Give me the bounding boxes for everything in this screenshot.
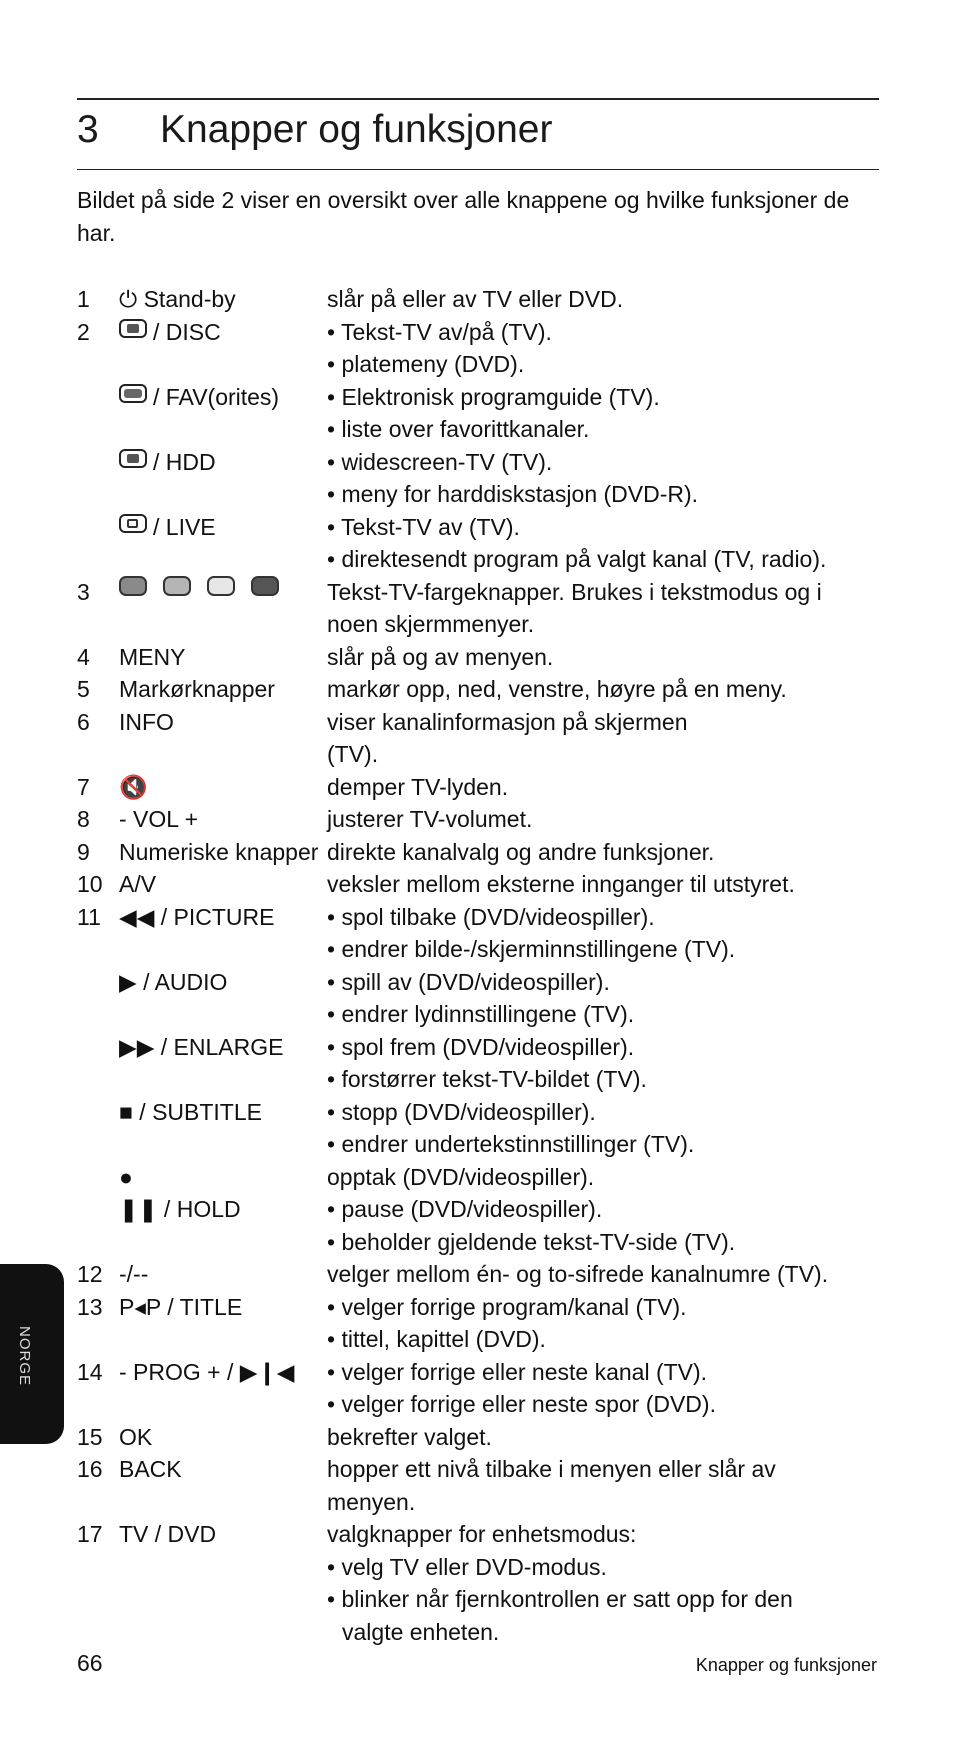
function-description: • endrer lydinnstillingene (TV). (327, 1001, 635, 1027)
function-description: • liste over favorittkanaler. (327, 416, 590, 442)
list-item (77, 478, 877, 511)
button-label: ⏻ Stand-by (119, 286, 236, 312)
function-description: velger mellom én- og to-sifrede kanalnumre (TV). (327, 1261, 829, 1287)
function-description: • endrer undertekstinnstillinger (TV). (327, 1131, 695, 1157)
language-side-tab (0, 1264, 64, 1444)
item-number: 4 (77, 643, 90, 670)
item-number: 8 (77, 806, 90, 832)
top-rule (77, 98, 879, 100)
language-label: NORGE (16, 1326, 33, 1387)
list-item (77, 1583, 877, 1616)
button-name (119, 1096, 262, 1129)
function-description: • platemeny (DVD). (327, 351, 525, 377)
list-item (77, 543, 877, 576)
list-item (77, 446, 877, 479)
list-item (77, 1551, 877, 1584)
list-item (77, 283, 877, 316)
item-number: 1 (77, 286, 90, 312)
list-item (77, 998, 877, 1031)
item-number: 17 (77, 1521, 103, 1547)
function-description: • meny for harddiskstasjon (DVD-R). (327, 481, 699, 507)
button-label: -/-- (119, 1261, 149, 1287)
list-item (77, 803, 877, 836)
button-label: / FAV(orites) (153, 383, 280, 410)
button-label: ● (119, 1163, 133, 1190)
list-item (77, 576, 877, 609)
function-description: • blinker når fjernkontrollen er satt opp for den (327, 1586, 793, 1612)
section-heading (77, 108, 552, 152)
list-item (77, 771, 877, 804)
button-name (119, 1356, 294, 1389)
function-description: • Tekst-TV av/på (TV). (327, 318, 552, 345)
list-item (77, 1486, 877, 1519)
function-description: opptak (DVD/videospiller). (327, 1163, 595, 1190)
button-name (119, 316, 221, 349)
item-number: 10 (77, 871, 103, 897)
button-label: - VOL + (119, 806, 199, 832)
button-label: / HDD (153, 448, 216, 475)
function-description: • spol frem (DVD/videospiller). (327, 1033, 635, 1060)
function-description: justerer TV-volumet. (327, 806, 533, 832)
color-button-icon (251, 576, 279, 596)
item-number: 15 (77, 1423, 103, 1450)
button-name (119, 1291, 242, 1324)
function-description: demper TV-lyden. (327, 773, 509, 800)
color-button-icon (207, 576, 235, 596)
function-description: • velger forrige program/kanal (TV). (327, 1293, 687, 1320)
function-description: • endrer bilde-/skjerminnstillingene (TV). (327, 936, 736, 962)
list-item (77, 1226, 877, 1259)
button-label: Markørknapper (119, 676, 275, 702)
list-item (77, 316, 877, 349)
widescreen-icon (119, 449, 147, 468)
button-label: A/V (119, 871, 157, 897)
item-number: 3 (77, 578, 90, 605)
item-number: 14 (77, 1358, 103, 1385)
button-name (119, 1258, 148, 1291)
list-item (77, 1421, 877, 1454)
function-description: hopper ett nivå tilbake i menyen eller slår av (327, 1456, 776, 1482)
button-label: / LIVE (153, 513, 216, 540)
list-item (77, 1031, 877, 1064)
list-item (77, 868, 877, 901)
guide-icon (119, 384, 147, 403)
list-item (77, 1161, 877, 1194)
button-label: / DISC (153, 318, 221, 345)
button-name (119, 283, 236, 316)
list-item (77, 511, 877, 544)
function-description: • pause (DVD/videospiller). (327, 1196, 603, 1222)
button-name (119, 1193, 241, 1226)
function-description: • tittel, kapittel (DVD). (327, 1326, 546, 1352)
list-item (77, 673, 877, 706)
button-function-list (77, 283, 877, 1648)
button-label: ▶ / AUDIO (119, 968, 228, 995)
function-description: viser kanalinformasjon på skjermen (327, 708, 688, 735)
list-item (77, 608, 877, 641)
intro-paragraph: Bildet på side 2 viser en oversikt over alle knappene og hvilke funksjoner de har. (77, 187, 850, 246)
function-description: noen skjermmenyer. (327, 611, 535, 637)
list-item (77, 1258, 877, 1291)
button-name (119, 836, 318, 869)
item-number: 12 (77, 1261, 103, 1287)
live-icon (119, 514, 147, 533)
list-item (77, 1616, 877, 1649)
item-number: 2 (77, 318, 90, 345)
function-description: • widescreen-TV (TV). (327, 448, 553, 475)
function-description: slår på eller av TV eller DVD. (327, 286, 624, 312)
button-label: ❚❚ / HOLD (119, 1196, 241, 1222)
function-description: markør opp, ned, venstre, høyre på en meny. (327, 676, 787, 702)
list-item (77, 738, 877, 771)
button-name (119, 576, 289, 596)
button-name (119, 641, 185, 674)
button-name (119, 381, 279, 414)
button-label: BACK (119, 1456, 182, 1482)
button-name (119, 706, 174, 739)
item-number: 6 (77, 708, 90, 735)
list-item (77, 1356, 877, 1389)
button-label: Numeriske knapper (119, 838, 319, 865)
function-description: • spill av (DVD/videospiller). (327, 968, 610, 995)
function-description: • velger forrige eller neste kanal (TV). (327, 1358, 708, 1385)
item-number: 5 (77, 676, 90, 702)
button-name (119, 673, 275, 706)
list-item (77, 1193, 877, 1226)
list-item (77, 381, 877, 414)
color-button-icon (119, 576, 147, 596)
button-name (119, 1031, 283, 1064)
list-item (77, 1323, 877, 1356)
function-description: • Tekst-TV av (TV). (327, 513, 520, 540)
list-item (77, 1388, 877, 1421)
button-name (119, 1161, 133, 1194)
function-description: valgte enheten. (342, 1618, 500, 1645)
list-item (77, 1518, 877, 1551)
button-name (119, 1453, 182, 1486)
color-button-icon (163, 576, 191, 596)
button-label: MENY (119, 643, 186, 670)
item-number: 9 (77, 838, 90, 865)
button-label: ▶▶ / ENLARGE (119, 1033, 284, 1060)
item-number: 11 (77, 903, 101, 930)
button-label: ■ / SUBTITLE (119, 1098, 262, 1125)
function-description: direkte kanalvalg og andre funksjoner. (327, 838, 715, 865)
section-number: 3 (77, 108, 99, 151)
button-name (119, 446, 216, 479)
function-description: valgknapper for enhetsmodus: (327, 1521, 637, 1547)
function-description: • spol tilbake (DVD/videospiller). (327, 903, 655, 930)
list-item (77, 413, 877, 446)
list-item (77, 1063, 877, 1096)
function-description: • velg TV eller DVD-modus. (327, 1553, 607, 1580)
list-item (77, 901, 877, 934)
button-label: ◀◀ / PICTURE (119, 903, 275, 930)
function-description: • forstørrer tekst-TV-bildet (TV). (327, 1066, 647, 1092)
function-description: • beholder gjeldende tekst-TV-side (TV). (327, 1228, 736, 1255)
button-label: TV / DVD (119, 1521, 217, 1547)
list-item (77, 933, 877, 966)
heading-underline (77, 169, 879, 170)
list-item (77, 1453, 877, 1486)
list-item (77, 348, 877, 381)
list-item (77, 966, 877, 999)
button-label: 🔇 (119, 773, 148, 800)
button-label: P◂P / TITLE (119, 1293, 243, 1320)
function-description: Tekst-TV-fargeknapper. Brukes i tekstmodus og i (327, 578, 822, 605)
button-name (119, 803, 198, 836)
list-item (77, 836, 877, 869)
teletext-icon (119, 319, 147, 338)
button-name (119, 1421, 152, 1454)
function-description: slår på og av menyen. (327, 643, 554, 670)
button-name (119, 966, 227, 999)
function-description: bekrefter valget. (327, 1423, 492, 1450)
function-description: • Elektronisk programguide (TV). (327, 383, 660, 410)
item-number: 7 (77, 773, 90, 800)
button-label: - PROG + / ▶❙◀ (119, 1358, 295, 1385)
section-title: Knapper og funksjoner (160, 108, 553, 151)
function-description: (TV). (327, 741, 379, 767)
function-description: veksler mellom eksterne innganger til utstyret. (327, 871, 795, 897)
function-description: • direktesendt program på valgt kanal (TV, radio). (327, 546, 827, 572)
item-number: 13 (77, 1293, 103, 1320)
footer-title: Knapper og funksjoner (695, 1655, 877, 1675)
page-number: 66 (77, 1650, 103, 1676)
button-label: INFO (119, 708, 174, 735)
function-description: • velger forrige eller neste spor (DVD). (327, 1391, 716, 1417)
item-number: 16 (77, 1456, 103, 1482)
button-name (119, 771, 148, 804)
list-item (77, 1128, 877, 1161)
button-label: OK (119, 1423, 153, 1450)
function-description: • stopp (DVD/videospiller). (327, 1098, 596, 1125)
button-name (119, 1518, 216, 1551)
list-item (77, 1291, 877, 1324)
list-item (77, 1096, 877, 1129)
button-name (119, 901, 275, 934)
button-name (119, 868, 156, 901)
button-name (119, 511, 216, 544)
function-description: menyen. (327, 1488, 416, 1515)
list-item (77, 641, 877, 674)
list-item (77, 706, 877, 739)
